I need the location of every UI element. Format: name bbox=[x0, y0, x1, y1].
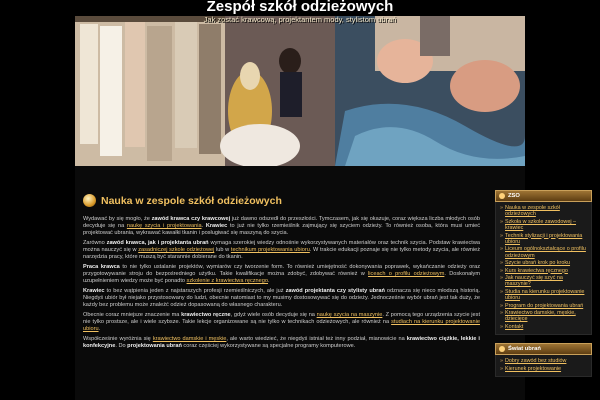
text: . bbox=[268, 278, 270, 284]
menu-item[interactable] bbox=[500, 324, 588, 330]
sidebar-block-swiat-ubran bbox=[495, 343, 592, 377]
menu-item[interactable] bbox=[500, 275, 588, 288]
menu-item-label[interactable]: Szycie ubrań krok po kroku bbox=[505, 260, 571, 267]
menu-item[interactable] bbox=[500, 303, 588, 309]
link-krawiectwo-damskie[interactable]: krawiectwo damskie i męskie bbox=[152, 336, 227, 342]
menu-item[interactable] bbox=[500, 310, 588, 323]
bullet-circle-icon bbox=[83, 194, 96, 207]
text: lub w bbox=[214, 247, 231, 253]
text: . W trakcie edukacji poznaje się nie tylko metody szycia, ale również narzędzia pracy, które muszą być starannie dobierane do tkanin. bbox=[83, 247, 480, 260]
block-title: ZSO bbox=[508, 193, 520, 199]
text: . Doskonałym uzupełnieniem wiedzy może być ponadto bbox=[83, 271, 480, 284]
menu-item-label[interactable]: Kontakt bbox=[505, 323, 524, 330]
menu-item[interactable] bbox=[500, 358, 588, 364]
menu-item-label[interactable]: Liceum ogólnokształcące o profilu odzieżowym bbox=[505, 246, 586, 259]
text: wymaga szerokiej wiedzy odnośnie wykorzystywanych materiałów oraz technik szycia. Podstaw krawiectwa można nauczyć się w bbox=[83, 240, 480, 253]
block-header bbox=[495, 343, 592, 355]
text: , ale warto wiedzieć, że niegdyś istniał też inny podział, mianowicie na bbox=[226, 336, 407, 342]
menu-item-label[interactable]: Szkoła w szkole zawodowej – krawiec bbox=[505, 218, 577, 232]
bold-text: krawiectwo ciężkie, lekkie i konfekcyjne bbox=[83, 336, 480, 349]
bold-text: Praca krawca bbox=[83, 264, 120, 270]
post-header bbox=[83, 192, 480, 209]
menu-item-label[interactable]: Nauka w zespole szkół odzieżowych bbox=[505, 205, 560, 218]
bold-text: zawód krawca, jak i projektanta ubrań bbox=[106, 240, 209, 246]
sidebar-block-zso bbox=[495, 190, 592, 335]
text: Wydawać by się mogło, że bbox=[83, 216, 152, 222]
menu-item-label[interactable]: Krawiectwo damskie, męskie, dziecięce bbox=[505, 310, 576, 323]
site-header bbox=[0, 0, 600, 166]
text: odznacza się nieco młodszą historią. Niegdyś ubiór był niejako przystosowany do ludzi, obecnie natomiast to my musimy dostosowywać się do odzieży. Jednocześnie wybór ubrań jest tak duży, że każdy bez problemu może znaleźć odzież dopasowaną do własnego charakteru. bbox=[83, 288, 481, 308]
bold-text: zawód projektanta czy stylisty ubrań bbox=[285, 288, 385, 294]
text: . Z pomocą tego urządzenia szycie jest nie tylko prostsze, ale i wiele szybsze. Takie lekcje organizowane są nie tylko w technikach odzieżowych, ale również na bbox=[83, 312, 480, 325]
site-title[interactable]: Zespół szkół odzieżowych bbox=[206, 0, 394, 15]
menu-item[interactable] bbox=[500, 205, 588, 218]
menu-item-label[interactable]: Studia na kierunku projektowanie ubioru bbox=[505, 288, 585, 302]
bold-text: zawód krawca czy krawcowej bbox=[151, 216, 231, 222]
menu-item-label[interactable]: Kurs krawiectwa ręcznego bbox=[505, 267, 568, 274]
bold-text: Krawiec bbox=[83, 288, 105, 294]
header-banner-image bbox=[75, 16, 525, 166]
menu-item[interactable] bbox=[500, 366, 588, 372]
text: , gdyż wiele osób decyduje się na bbox=[230, 312, 317, 318]
menu-item[interactable] bbox=[500, 289, 588, 302]
menu-item-label[interactable]: Dobry zawód bez studiów bbox=[505, 358, 567, 365]
text: to nie tylko ustalanie projektów, wymiarów czy tworzenie form. To również umiejętność dokonywania poprawek, wykańczanie odzieży oraz przygotowywanie stroju do bezpośredniego użytku. Takie kwalifikacje można zdobyć, zdobywać również w bbox=[83, 264, 480, 277]
menu-item[interactable] bbox=[500, 246, 588, 259]
post-body bbox=[83, 216, 480, 350]
paragraph-4 bbox=[83, 288, 480, 309]
main-area bbox=[75, 166, 586, 400]
link-technikum[interactable]: technikum projektowania ubioru bbox=[230, 247, 310, 253]
menu-item-label[interactable]: Program do projektowania ubrań bbox=[505, 302, 584, 309]
text: Współcześnie wyróżnia się bbox=[83, 336, 153, 342]
menu-item[interactable] bbox=[500, 260, 588, 266]
menu-item-label[interactable]: Technik stylizacji i projektowania ubioru bbox=[505, 232, 583, 245]
link-liceum[interactable]: liceach o profilu odzieżowym bbox=[368, 271, 445, 277]
swiat-menu bbox=[500, 358, 588, 372]
paragraph-1 bbox=[83, 216, 480, 237]
text: . Do bbox=[115, 343, 128, 349]
paragraph-2 bbox=[83, 240, 480, 261]
block-body bbox=[495, 355, 592, 377]
paragraph-5 bbox=[83, 312, 480, 333]
link-szkolenie[interactable]: szkolenie z krawiectwa ręcznego bbox=[186, 278, 269, 284]
bold-text: Krawiec bbox=[205, 223, 228, 229]
block-body bbox=[495, 202, 592, 335]
site-subtitle: Jak zostać krawcową, projektantem mody, stylistom ubrań bbox=[203, 15, 397, 24]
menu-item[interactable] bbox=[500, 233, 588, 246]
paragraph-6 bbox=[83, 336, 480, 350]
bullet-dot-icon bbox=[499, 193, 505, 199]
text: Obecnie coraz mniejsze znaczenie ma bbox=[83, 312, 182, 318]
menu-item[interactable] bbox=[500, 268, 588, 274]
link-nauka-szycia[interactable]: naukę szycia i projektowania bbox=[126, 223, 202, 229]
text: już dawno odszedł do przeszłości. Tymczasem, jak się okazuje, coraz większa liczba młodych osób decyduje się na bbox=[83, 216, 481, 229]
block-header bbox=[495, 190, 592, 202]
text: . bbox=[98, 326, 101, 332]
bold-text: projektowania ubrań bbox=[127, 343, 182, 349]
block-title: Świat ubrań bbox=[508, 346, 541, 353]
link-szkola-odziezowa[interactable]: zasadniczej szkole odzieżowej bbox=[138, 247, 215, 253]
sidebar bbox=[495, 190, 592, 385]
link-szycie-maszyna[interactable]: naukę szycia na maszynie bbox=[316, 312, 383, 318]
text: to już nie tylko rzemieślnik zajmujący się szyciem odzieży. To również osoba, która musi umieć projektować ubrania, wykrawać kawałki tkanin i posługiwać się maszyną do szycia. bbox=[83, 223, 481, 236]
bold-text: krawiectwo ręczne bbox=[181, 312, 231, 318]
text: Zarówno bbox=[83, 240, 107, 246]
menu-item-label[interactable]: Jak nauczyć się szyć na maszynie? bbox=[505, 275, 563, 288]
link-studia[interactable]: studiach na kierunku projektowanie ubioru bbox=[83, 319, 480, 332]
post-content bbox=[83, 192, 480, 353]
post-title: Nauka w zespole szkół odzieżowych bbox=[101, 194, 282, 207]
menu-item[interactable] bbox=[500, 219, 588, 232]
paragraph-3 bbox=[83, 264, 480, 285]
text: coraz częściej wykorzystywane są specjalne programy komputerowe. bbox=[181, 343, 356, 349]
bullet-dot-icon bbox=[499, 346, 505, 352]
zso-menu bbox=[500, 205, 588, 330]
text: . bbox=[201, 223, 206, 229]
fashion-collage-illustration bbox=[75, 16, 525, 166]
text: to bez wątpienia jeden z najstarszych profesji rzemieślniczych, ale już bbox=[104, 288, 286, 294]
menu-item-label[interactable]: Kierunek projektowanie bbox=[505, 365, 562, 372]
